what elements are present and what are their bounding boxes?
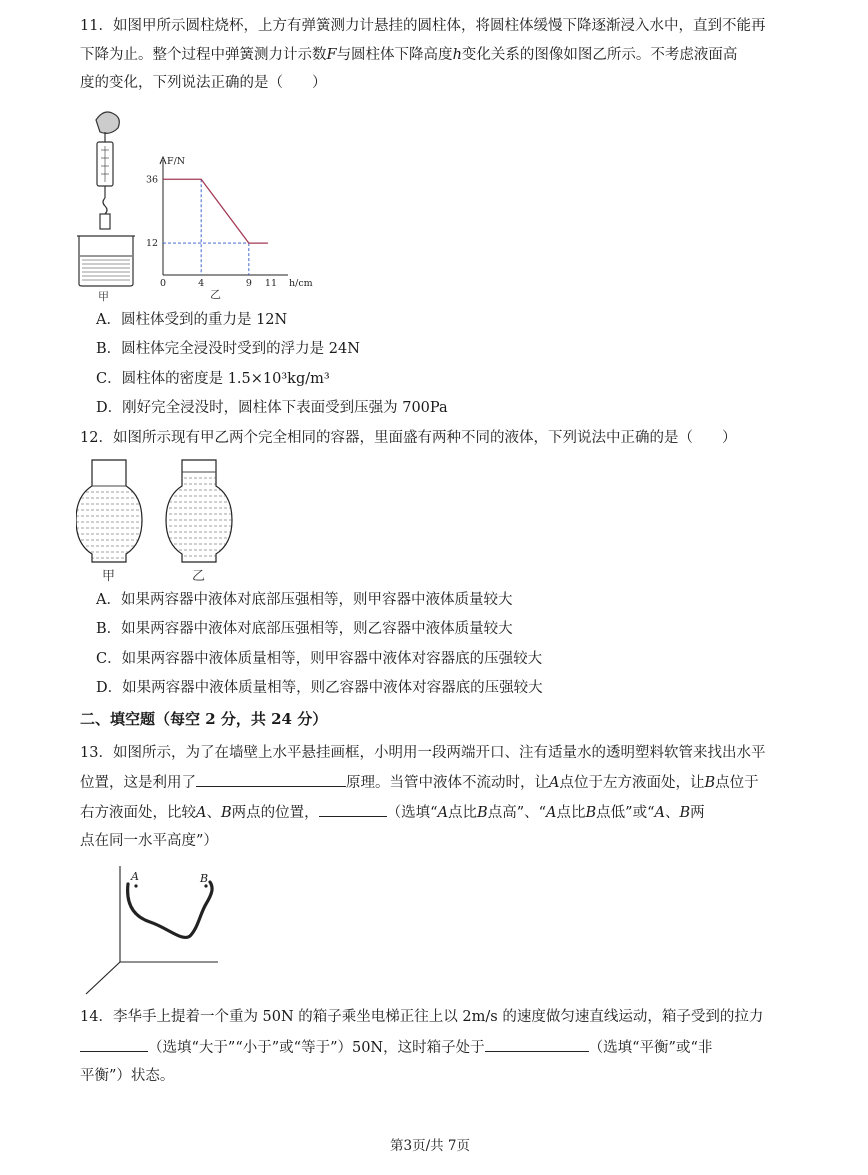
q11-option-a: A．圆柱体受到的重力是 12N [96,312,288,328]
hand-icon [96,112,119,133]
q13-stem-line2: 位置，这是利用了 原理。当管中液体不流动时，让A点位于左方液面处，让B点位于 [80,772,759,793]
fig-label-yi: 乙 [192,569,206,584]
container-yi [164,460,236,562]
q13-stem-line1: 13．如图所示，为了在墙壁上水平悬挂画框，小明用一段两端开口、注有适量水的透明塑料软管来找出水平 [80,745,766,761]
q11-stem-line3: 度的变化，下列说法正确的是（ ） [80,75,327,91]
answer-blank-4[interactable] [485,1037,589,1052]
x-tick-label: 11 [264,278,278,289]
plastic-tube [128,882,212,937]
answer-blank-3[interactable] [80,1037,148,1052]
point-a-label: A [131,870,139,883]
point-b-label: B [200,872,209,885]
q11-stem-line1: 11．如图甲所示圆柱烧杯，上方有弹簧测力计悬挂的圆柱体，将圆柱体缓慢下降逐渐浸入水中，直到不能再 [80,18,766,34]
series-line-0 [163,179,268,243]
q12-option-b: B．如果两容器中液体对底部压强相等，则乙容器中液体质量较大 [96,621,513,637]
y-axis-label: F/N [167,156,186,167]
fig-label-jia: 甲 [98,290,109,302]
q11-option-b: B．圆柱体完全浸没时受到的浮力是 24N [96,341,360,357]
q14-stem-line2: （选填“大于”“小于”或“等于”）50N，这时箱子处于 （选填“平衡”或“非 [80,1037,712,1058]
q13-stem-line3: 右方液面处，比较A、B两点的位置， （选填“A点比B点高”、“A点比B点低”或“A、B两 [80,802,705,823]
container-jia [76,460,146,562]
q12-option-d: D．如果两容器中液体质量相等，则乙容器中液体对容器底的压强较大 [96,680,543,696]
corner-edge [86,962,120,994]
x-axis-label: h/cm [289,278,313,289]
x-tick-label: 9 [245,278,252,289]
answer-blank-1[interactable] [196,772,346,787]
q12-option-a: A．如果两容器中液体对底部压强相等，则甲容器中液体质量较大 [96,592,513,608]
q11-option-d: D．刚好完全浸没时，圆柱体下表面受到压强为 700Pa [96,400,448,416]
fig-label-jia: 甲 [102,569,116,584]
q12-option-c: C．如果两容器中液体质量相等，则甲容器中液体对容器底的压强较大 [96,651,543,667]
q14-stem-line1: 14．李华手上提着一个重为 50N 的箱子乘坐电梯正往上以 2m/s 的速度做匀速直线运动，箱子受到的拉力 [80,1009,764,1025]
q14-stem-line3: 平衡”）状态。 [80,1068,175,1084]
tube-on-wall-figure [80,862,230,1002]
y-tick-label: 12 [146,238,159,250]
q11-stem-line2: 下降为止。整个过程中弹簧测力计示数F与圆柱体下降高度h变化关系的图像如图乙所示。不考虑液面高 [80,47,738,63]
x-tick-label: 0 [160,278,167,289]
f-h-chart [140,150,320,302]
y-tick-label: 36 [146,174,159,186]
two-containers-figure [76,456,236,586]
fig-label-yi: 乙 [210,288,221,301]
section-title: 二、填空题（每空 2 分，共 24 分） [80,710,328,728]
q12-stem: 12．如图所示现有甲乙两个完全相同的容器，里面盛有两种不同的液体，下列说法中正确的是（ ） [80,430,737,446]
page-number: 第3页/共 7页 [390,1138,471,1154]
answer-blank-2[interactable] [319,802,387,817]
q11-option-c: C．圆柱体的密度是 1.5×10³kg/m³ [96,371,330,387]
x-tick-label: 4 [198,278,205,289]
q13-stem-line4: 点在同一水平高度”） [80,833,218,849]
